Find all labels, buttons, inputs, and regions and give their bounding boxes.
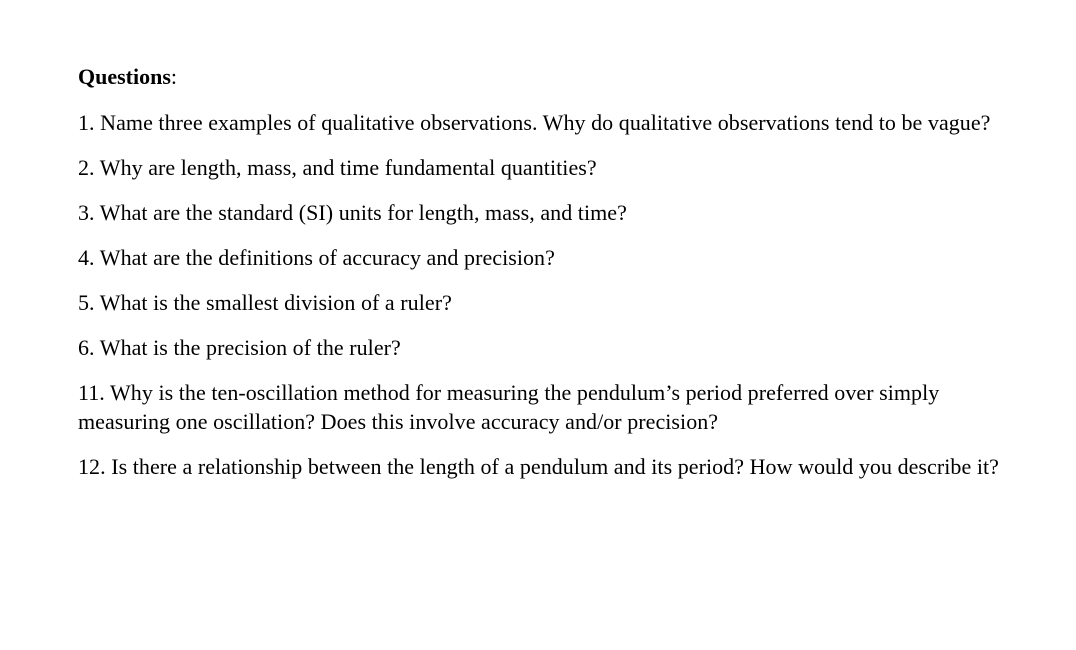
question-12: 12. Is there a relationship between the length of a pendulum and its period? How would you describe it? [78,454,999,479]
question-4: 4. What are the definitions of accuracy and precision? [78,245,555,270]
question-11: 11. Why is the ten-oscillation method for measuring the pendulum’s period preferred over simply measuring one oscillation? Does this involve accuracy and/or precision? [78,380,940,434]
question-5: 5. What is the smallest division of a ruler? [78,290,452,315]
questions-heading-label: Questions [78,64,171,89]
question-1: 1. Name three examples of qualitative observations. Why do qualitative observations tend to be vague? [78,110,991,135]
question-2: 2. Why are length, mass, and time fundamental quantities? [78,155,597,180]
questions-heading [78,62,1018,92]
question-3: 3. What are the standard (SI) units for length, mass, and time? [78,200,627,225]
question-6: 6. What is the precision of the ruler? [78,335,401,360]
questions-heading-colon: : [170,64,178,89]
document-page [78,62,1018,497]
